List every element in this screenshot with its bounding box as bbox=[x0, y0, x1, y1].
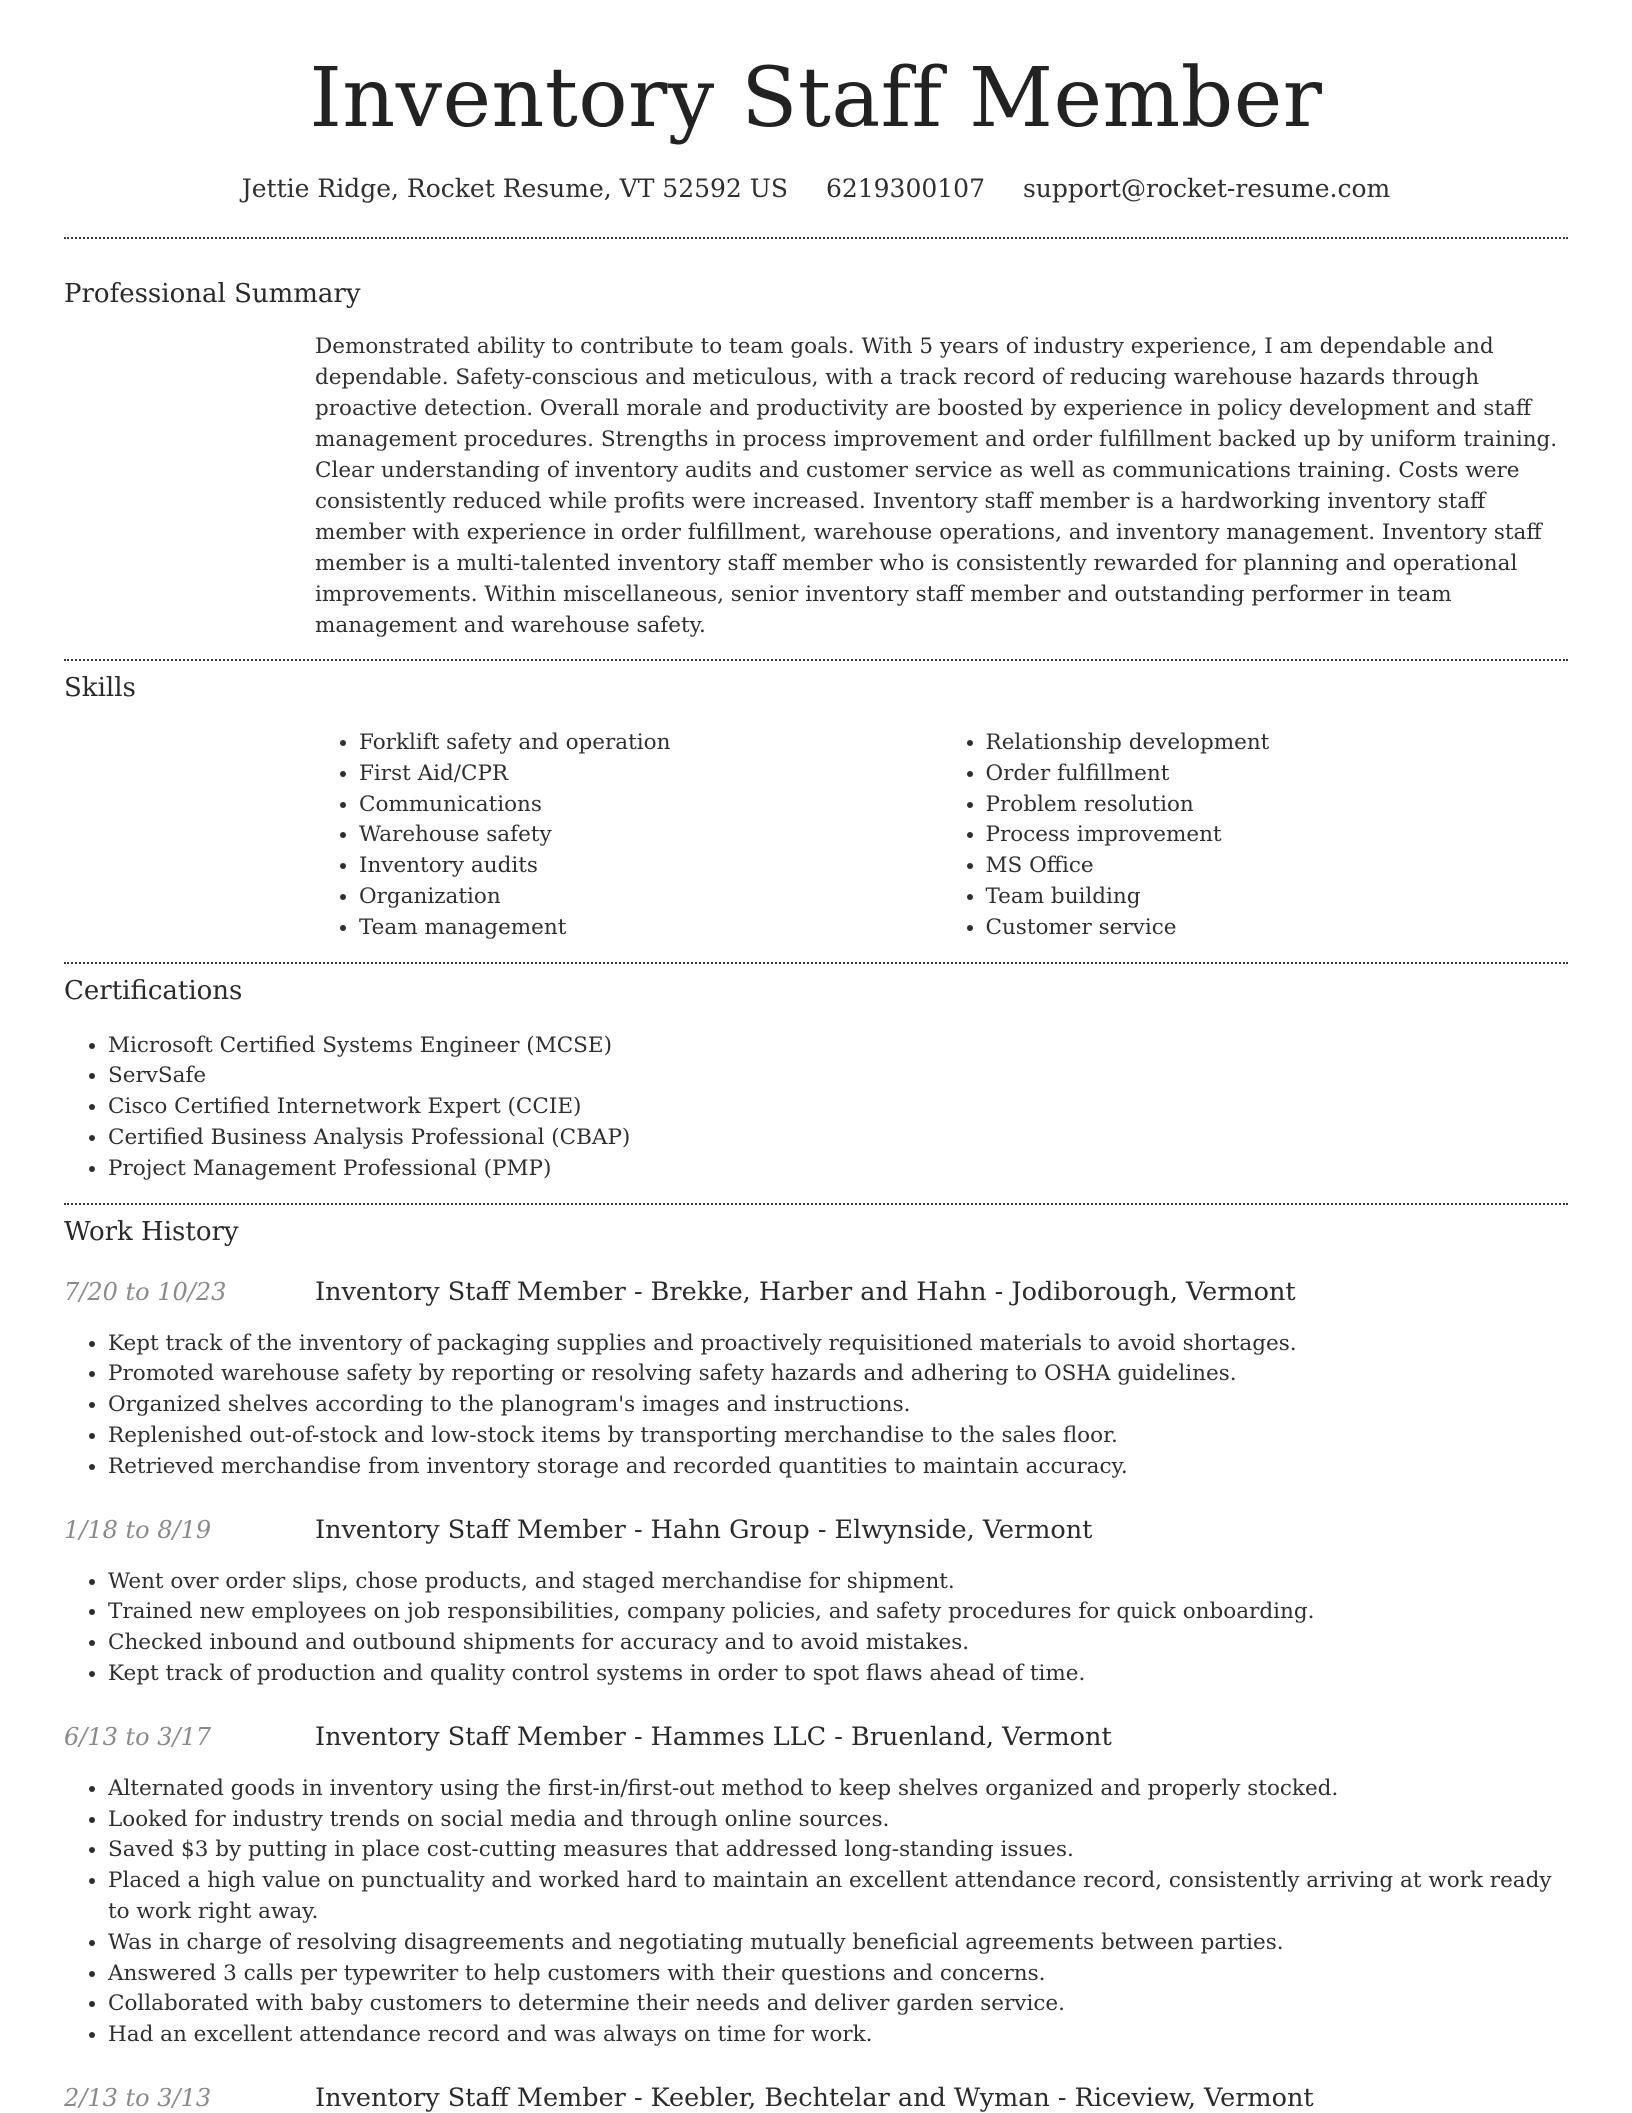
contact-line bbox=[64, 174, 1568, 203]
summary-text: Demonstrated ability to contribute to team goals. With 5 years of industry experience, I am dependable and dependable. Safety-conscious and meticulous, with a track record of reducing warehouse hazards through proactive detection. Overall morale and productivity are boosted by experience in policy development and staff management procedures. Strengths in process improvement and order fulfillment backed up by uniform training. Clear understanding of inventory audits and customer service as well as communications training. Costs were consistently reduced while profits were increased. Inventory staff member is a hardworking inventory staff member with experience in order fulfillment, warehouse operations, and inventory management. Inventory staff member is a multi-talented inventory staff member who is consistently rewarded for planning and operational improvements. Within miscellaneous, senior inventory staff member and outstanding performer in team management and warehouse safety. bbox=[315, 334, 1558, 638]
job-date: 6/13 to 3/17 bbox=[64, 1722, 212, 1751]
job-date: 7/20 to 10/23 bbox=[64, 1277, 227, 1306]
job-entry bbox=[64, 2083, 1568, 2113]
summary-heading: Professional Summary bbox=[64, 279, 361, 309]
certification-item: • Certified Business Analysis Professional (CBAP) bbox=[108, 1123, 1568, 1154]
skill-item: • Inventory audits bbox=[359, 851, 942, 882]
job-title: Inventory Staff Member - Brekke, Harber and Hahn - Jodiborough, Vermont bbox=[315, 1276, 1296, 1307]
job-bullet: • Looked for industry trends on social media and through online sources. bbox=[108, 1805, 1568, 1836]
certifications-section bbox=[64, 976, 1568, 1185]
resume-name: Inventory Staff Member bbox=[309, 51, 1323, 146]
divider bbox=[64, 1203, 1568, 1205]
job-header bbox=[64, 2083, 1568, 2113]
certifications-list bbox=[64, 1031, 1568, 1185]
skills-heading: Skills bbox=[64, 673, 136, 703]
certification-item: • Microsoft Certified Systems Engineer (MCSE) bbox=[108, 1031, 1568, 1062]
divider bbox=[64, 237, 1568, 239]
job-bullet: • Had an excellent attendance record and was always on time for work. bbox=[108, 2020, 1568, 2051]
skill-item: • First Aid/CPR bbox=[359, 759, 942, 790]
job-bullet: • Alternated goods in inventory using the first-in/first-out method to keep shelves organized and properly stocked. bbox=[108, 1774, 1568, 1805]
job-header bbox=[64, 1277, 1568, 1307]
skill-item: • Customer service bbox=[986, 913, 1569, 944]
job-bullet: • Answered 3 calls per typewriter to help customers with their questions and concerns. bbox=[108, 1959, 1568, 1990]
job-bullet: • Checked inbound and outbound shipments for accuracy and to avoid mistakes. bbox=[108, 1628, 1568, 1659]
skill-item: • Communications bbox=[359, 790, 942, 821]
skills-list-left bbox=[315, 728, 942, 944]
job-bullet: • Kept track of the inventory of packaging supplies and proactively requisitioned materials to avoid shortages. bbox=[108, 1329, 1568, 1360]
skills-section bbox=[64, 673, 1568, 944]
job-entry bbox=[64, 1277, 1568, 1483]
job-bullet: • Retrieved merchandise from inventory storage and recorded quantities to maintain accuracy. bbox=[108, 1452, 1568, 1483]
job-bullet: • Collaborated with baby customers to determine their needs and deliver garden service. bbox=[108, 1989, 1568, 2020]
certification-item: • ServSafe bbox=[108, 1061, 1568, 1092]
job-bullet: • Saved $3 by putting in place cost-cutting measures that addressed long-standing issues. bbox=[108, 1835, 1568, 1866]
skill-item: • Relationship development bbox=[986, 728, 1569, 759]
skill-item: • Warehouse safety bbox=[359, 820, 942, 851]
job-bullet: • Kept track of production and quality control systems in order to spot flaws ahead of time. bbox=[108, 1659, 1568, 1690]
summary-section bbox=[64, 279, 1568, 641]
job-bullet: • Placed a high value on punctuality and worked hard to maintain an excellent attendance record, consistently arriving at work ready to work right away. bbox=[108, 1866, 1568, 1928]
certifications-heading: Certifications bbox=[64, 975, 243, 1006]
skill-item: • Order fulfillment bbox=[986, 759, 1569, 790]
job-bullet: • Was in charge of resolving disagreements and negotiating mutually beneficial agreements between parties. bbox=[108, 1928, 1568, 1959]
job-date: 2/13 to 3/13 bbox=[64, 2083, 212, 2112]
contact-address: Jettie Ridge, Rocket Resume, VT 52592 US bbox=[241, 174, 788, 203]
job-header bbox=[64, 1722, 1568, 1752]
job-entry bbox=[64, 1515, 1568, 1690]
skill-item: • Organization bbox=[359, 882, 942, 913]
contact-phone: 6219300107 bbox=[825, 174, 985, 203]
contact-email: support@rocket-resume.com bbox=[1022, 174, 1391, 203]
skill-item: • Team building bbox=[986, 882, 1569, 913]
job-bullet: • Organized shelves according to the planogram's images and instructions. bbox=[108, 1390, 1568, 1421]
skills-list-right bbox=[942, 728, 1569, 944]
skill-item: • Team management bbox=[359, 913, 942, 944]
job-bullet: • Went over order slips, chose products, and staged merchandise for shipment. bbox=[108, 1567, 1568, 1598]
divider bbox=[64, 659, 1568, 661]
job-bullet: • Promoted warehouse safety by reporting or resolving safety hazards and adhering to OSHA guidelines. bbox=[108, 1359, 1568, 1390]
skill-item: • Forklift safety and operation bbox=[359, 728, 942, 759]
job-bullet: • Trained new employees on job responsibilities, company policies, and safety procedures for quick onboarding. bbox=[108, 1597, 1568, 1628]
skill-item: • MS Office bbox=[986, 851, 1569, 882]
job-title: Inventory Staff Member - Hammes LLC - Bruenland, Vermont bbox=[315, 1721, 1112, 1752]
certification-item: • Project Management Professional (PMP) bbox=[108, 1154, 1568, 1185]
work-history-section bbox=[64, 1217, 1568, 2113]
divider bbox=[64, 962, 1568, 964]
job-title: Inventory Staff Member - Hahn Group - Elwynside, Vermont bbox=[315, 1514, 1093, 1545]
skill-item: • Problem resolution bbox=[986, 790, 1569, 821]
skills-columns bbox=[315, 728, 1568, 944]
job-date: 1/18 to 8/19 bbox=[64, 1515, 212, 1544]
job-bullets bbox=[64, 1329, 1568, 1483]
work-history-heading: Work History bbox=[64, 1216, 239, 1247]
certification-item: • Cisco Certified Internetwork Expert (CCIE) bbox=[108, 1092, 1568, 1123]
job-entry bbox=[64, 1722, 1568, 2051]
job-bullets bbox=[64, 1774, 1568, 2051]
skill-item: • Process improvement bbox=[986, 820, 1569, 851]
job-header bbox=[64, 1515, 1568, 1545]
job-bullets bbox=[64, 1567, 1568, 1690]
job-bullet: • Replenished out-of-stock and low-stock items by transporting merchandise to the sales floor. bbox=[108, 1421, 1568, 1452]
job-title: Inventory Staff Member - Keebler, Bechtelar and Wyman - Riceview, Vermont bbox=[315, 2082, 1314, 2113]
